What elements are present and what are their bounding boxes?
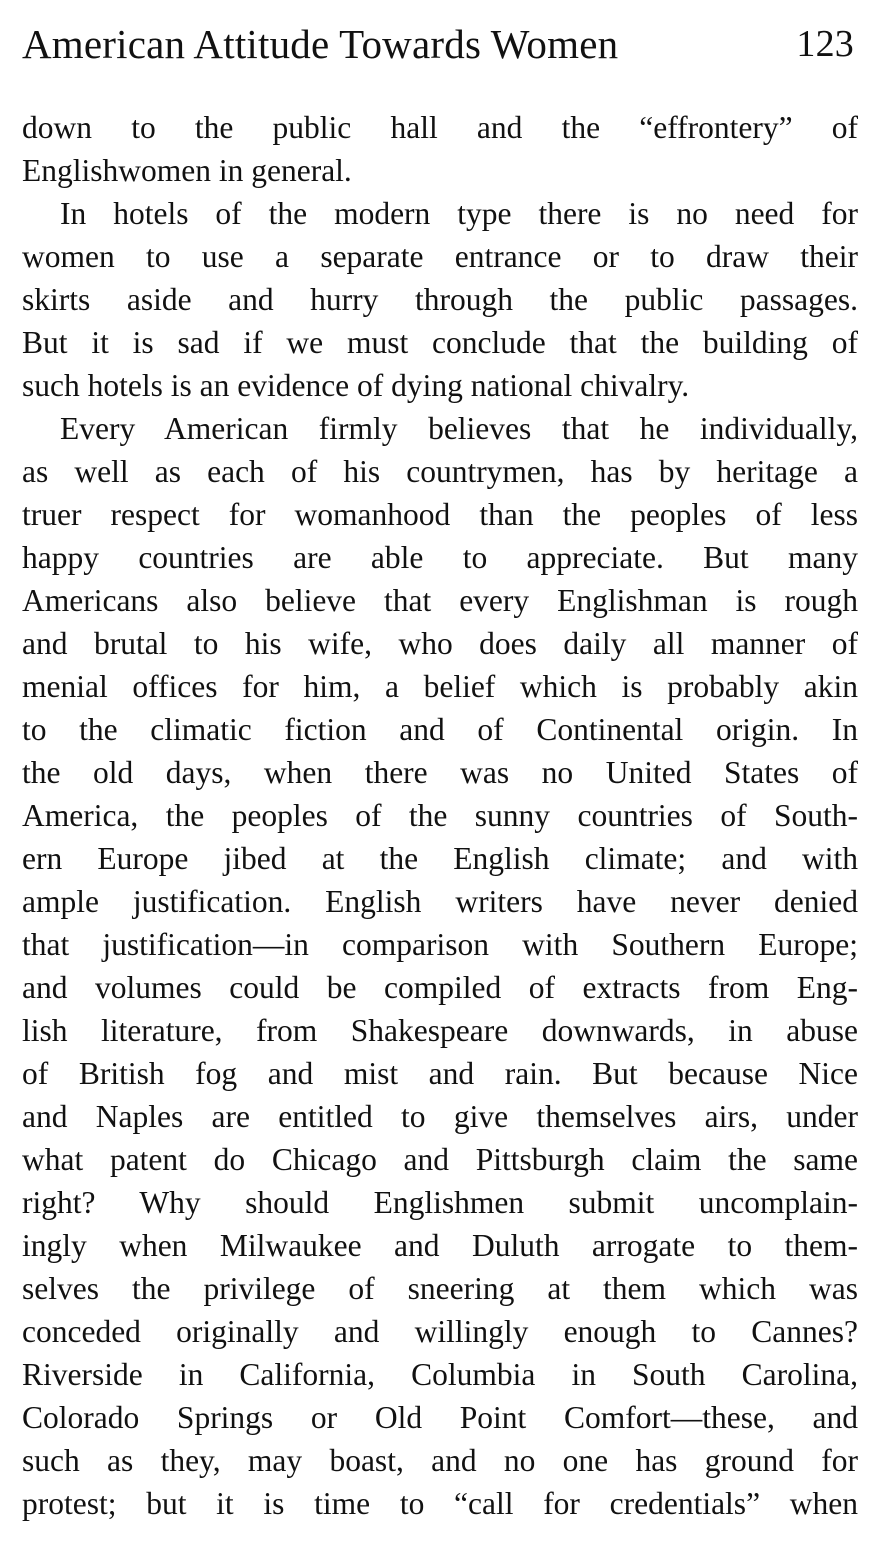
text-line: But it is sad if we must conclude that the building of — [22, 325, 858, 360]
text-line: such hotels is an evidence of dying national chivalry. — [22, 368, 690, 403]
text-line: such as they, may boast, and no one has ground for — [22, 1443, 858, 1478]
text-line: Colorado Springs or Old Point Comfort—these, and — [22, 1400, 858, 1435]
text-line: menial offices for him, a belief which is probably akin — [22, 669, 858, 704]
text-line: happy countries are able to appreciate. But many — [22, 540, 858, 575]
page-number: 123 — [796, 23, 854, 65]
text-line: ingly when Milwaukee and Duluth arrogate to them- — [22, 1228, 858, 1263]
text-line: as well as each of his countrymen, has by heritage a — [22, 454, 858, 489]
text-line: ern Europe jibed at the English climate; and with — [22, 841, 858, 876]
text-line: and Naples are entitled to give themselves airs, under — [22, 1099, 858, 1134]
paragraph-start-line: In hotels of the modern type there is no need for — [60, 196, 858, 231]
text-line: down to the public hall and the “effrontery” of — [22, 110, 858, 145]
text-line: skirts aside and hurry through the public passages. — [22, 282, 858, 317]
body-text — [22, 106, 858, 1525]
running-header — [22, 14, 860, 74]
text-line: America, the peoples of the sunny countries of South- — [22, 798, 858, 833]
text-line: Americans also believe that every Englishman is rough — [22, 583, 858, 618]
text-line: and volumes could be compiled of extracts from Eng- — [22, 970, 858, 1005]
text-line: conceded originally and willingly enough to Cannes? — [22, 1314, 858, 1349]
text-line: selves the privilege of sneering at them which was — [22, 1271, 858, 1306]
text-line: of British fog and mist and rain. But because Nice — [22, 1056, 858, 1091]
text-line: Englishwomen in general. — [22, 153, 352, 188]
text-line: right? Why should Englishmen submit uncomplain- — [22, 1185, 858, 1220]
text-line: to the climatic fiction and of Continental origin. In — [22, 712, 858, 747]
text-line: women to use a separate entrance or to draw their — [22, 239, 858, 274]
text-line: that justification—in comparison with Southern Europe; — [22, 927, 858, 962]
paragraph-start-line: Every American firmly believes that he individually, — [60, 411, 858, 446]
text-line: ample justification. English writers have never denied — [22, 884, 858, 919]
text-line: Riverside in California, Columbia in South Carolina, — [22, 1357, 858, 1392]
text-line: protest; but it is time to “call for credentials” when — [22, 1486, 858, 1521]
text-line: the old days, when there was no United States of — [22, 755, 858, 790]
text-line: and brutal to his wife, who does daily all manner of — [22, 626, 858, 661]
text-line: truer respect for womanhood than the peoples of less — [22, 497, 858, 532]
text-line: lish literature, from Shakespeare downwards, in abuse — [22, 1013, 858, 1048]
text-line: what patent do Chicago and Pittsburgh claim the same — [22, 1142, 858, 1177]
running-title: American Attitude Towards Women — [22, 21, 619, 67]
